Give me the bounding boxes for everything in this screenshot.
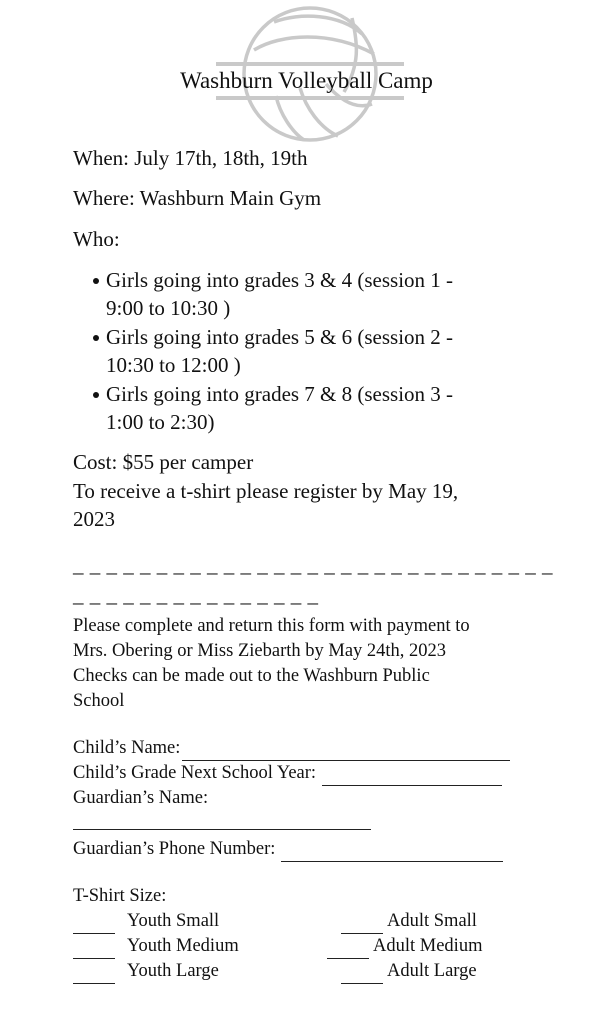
where-text: Where: Washburn Main Gym — [73, 186, 322, 210]
size-option-adult-medium[interactable]: Adult Medium — [327, 934, 482, 959]
tshirt-size-label: T-Shirt Size: — [73, 886, 167, 906]
childs-grade-blank[interactable] — [322, 767, 502, 786]
session-item: Girls going into grades 7 & 8 (session 3 - 1:00 to 2:30) — [90, 380, 560, 436]
guardians-phone-blank[interactable] — [281, 843, 503, 862]
session-item: Girls going into grades 3 & 4 (session 1 - 9:00 to 10:30 ) — [90, 266, 560, 322]
instructions: Please complete and return this form with payment to Mrs. Obering or Miss Ziebarth by May 24th, 2023 Checks can be made out to the Washburn Public School — [73, 616, 470, 711]
bullet-icon — [93, 335, 99, 341]
size-option-adult-large[interactable]: Adult Large — [341, 959, 477, 984]
size-blank[interactable] — [341, 915, 383, 934]
childs-name-label: Child’s Name: — [73, 738, 181, 758]
guardians-phone-field[interactable] — [73, 837, 503, 862]
tshirt-deadline-line1: To receive a t-shirt please register by May 19, — [73, 479, 459, 503]
guardians-name-field — [73, 786, 208, 811]
size-option-youth-medium[interactable]: Youth Medium — [73, 934, 239, 959]
size-option-adult-small[interactable]: Adult Small — [341, 909, 477, 934]
childs-grade-field[interactable] — [73, 761, 502, 786]
size-blank[interactable] — [341, 965, 383, 984]
size-blank[interactable] — [73, 915, 115, 934]
guardians-name-blank-row[interactable] — [73, 811, 371, 830]
session-list — [90, 266, 560, 437]
size-blank[interactable] — [73, 965, 115, 984]
size-option-youth-large[interactable]: Youth Large — [73, 959, 219, 984]
cut-line-row2: _ _ _ _ _ _ _ _ _ _ _ _ _ _ _ — [73, 583, 319, 607]
guardians-name-blank[interactable] — [73, 811, 371, 830]
childs-grade-label: Child’s Grade Next School Year: — [73, 763, 317, 783]
size-option-youth-small[interactable]: Youth Small — [73, 909, 219, 934]
guardians-name-label: Guardian’s Name: — [73, 788, 209, 808]
cost-text: Cost: $55 per camper — [73, 450, 254, 474]
page-title: Washburn Volleyball Camp — [180, 68, 433, 93]
title-band-bottom — [216, 96, 404, 100]
who-text: Who: — [73, 227, 120, 251]
size-blank[interactable] — [73, 940, 115, 959]
tshirt-deadline-line2: 2023 — [73, 507, 115, 531]
bullet-icon — [93, 392, 99, 398]
childs-name-blank[interactable] — [182, 742, 510, 761]
bullet-icon — [93, 278, 99, 284]
size-blank[interactable] — [327, 940, 369, 959]
session-item: Girls going into grades 5 & 6 (session 2 - 10:30 to 12:00 ) — [90, 323, 560, 379]
guardians-phone-label: Guardian’s Phone Number: — [73, 839, 276, 859]
when-text: When: July 17th, 18th, 19th — [73, 146, 308, 170]
cut-line-row1: _ _ _ _ _ _ _ _ _ _ _ _ _ _ _ _ _ _ _ _ _ _ _ _ _ _ _ _ _ — [73, 553, 553, 577]
childs-name-field[interactable] — [73, 736, 510, 761]
